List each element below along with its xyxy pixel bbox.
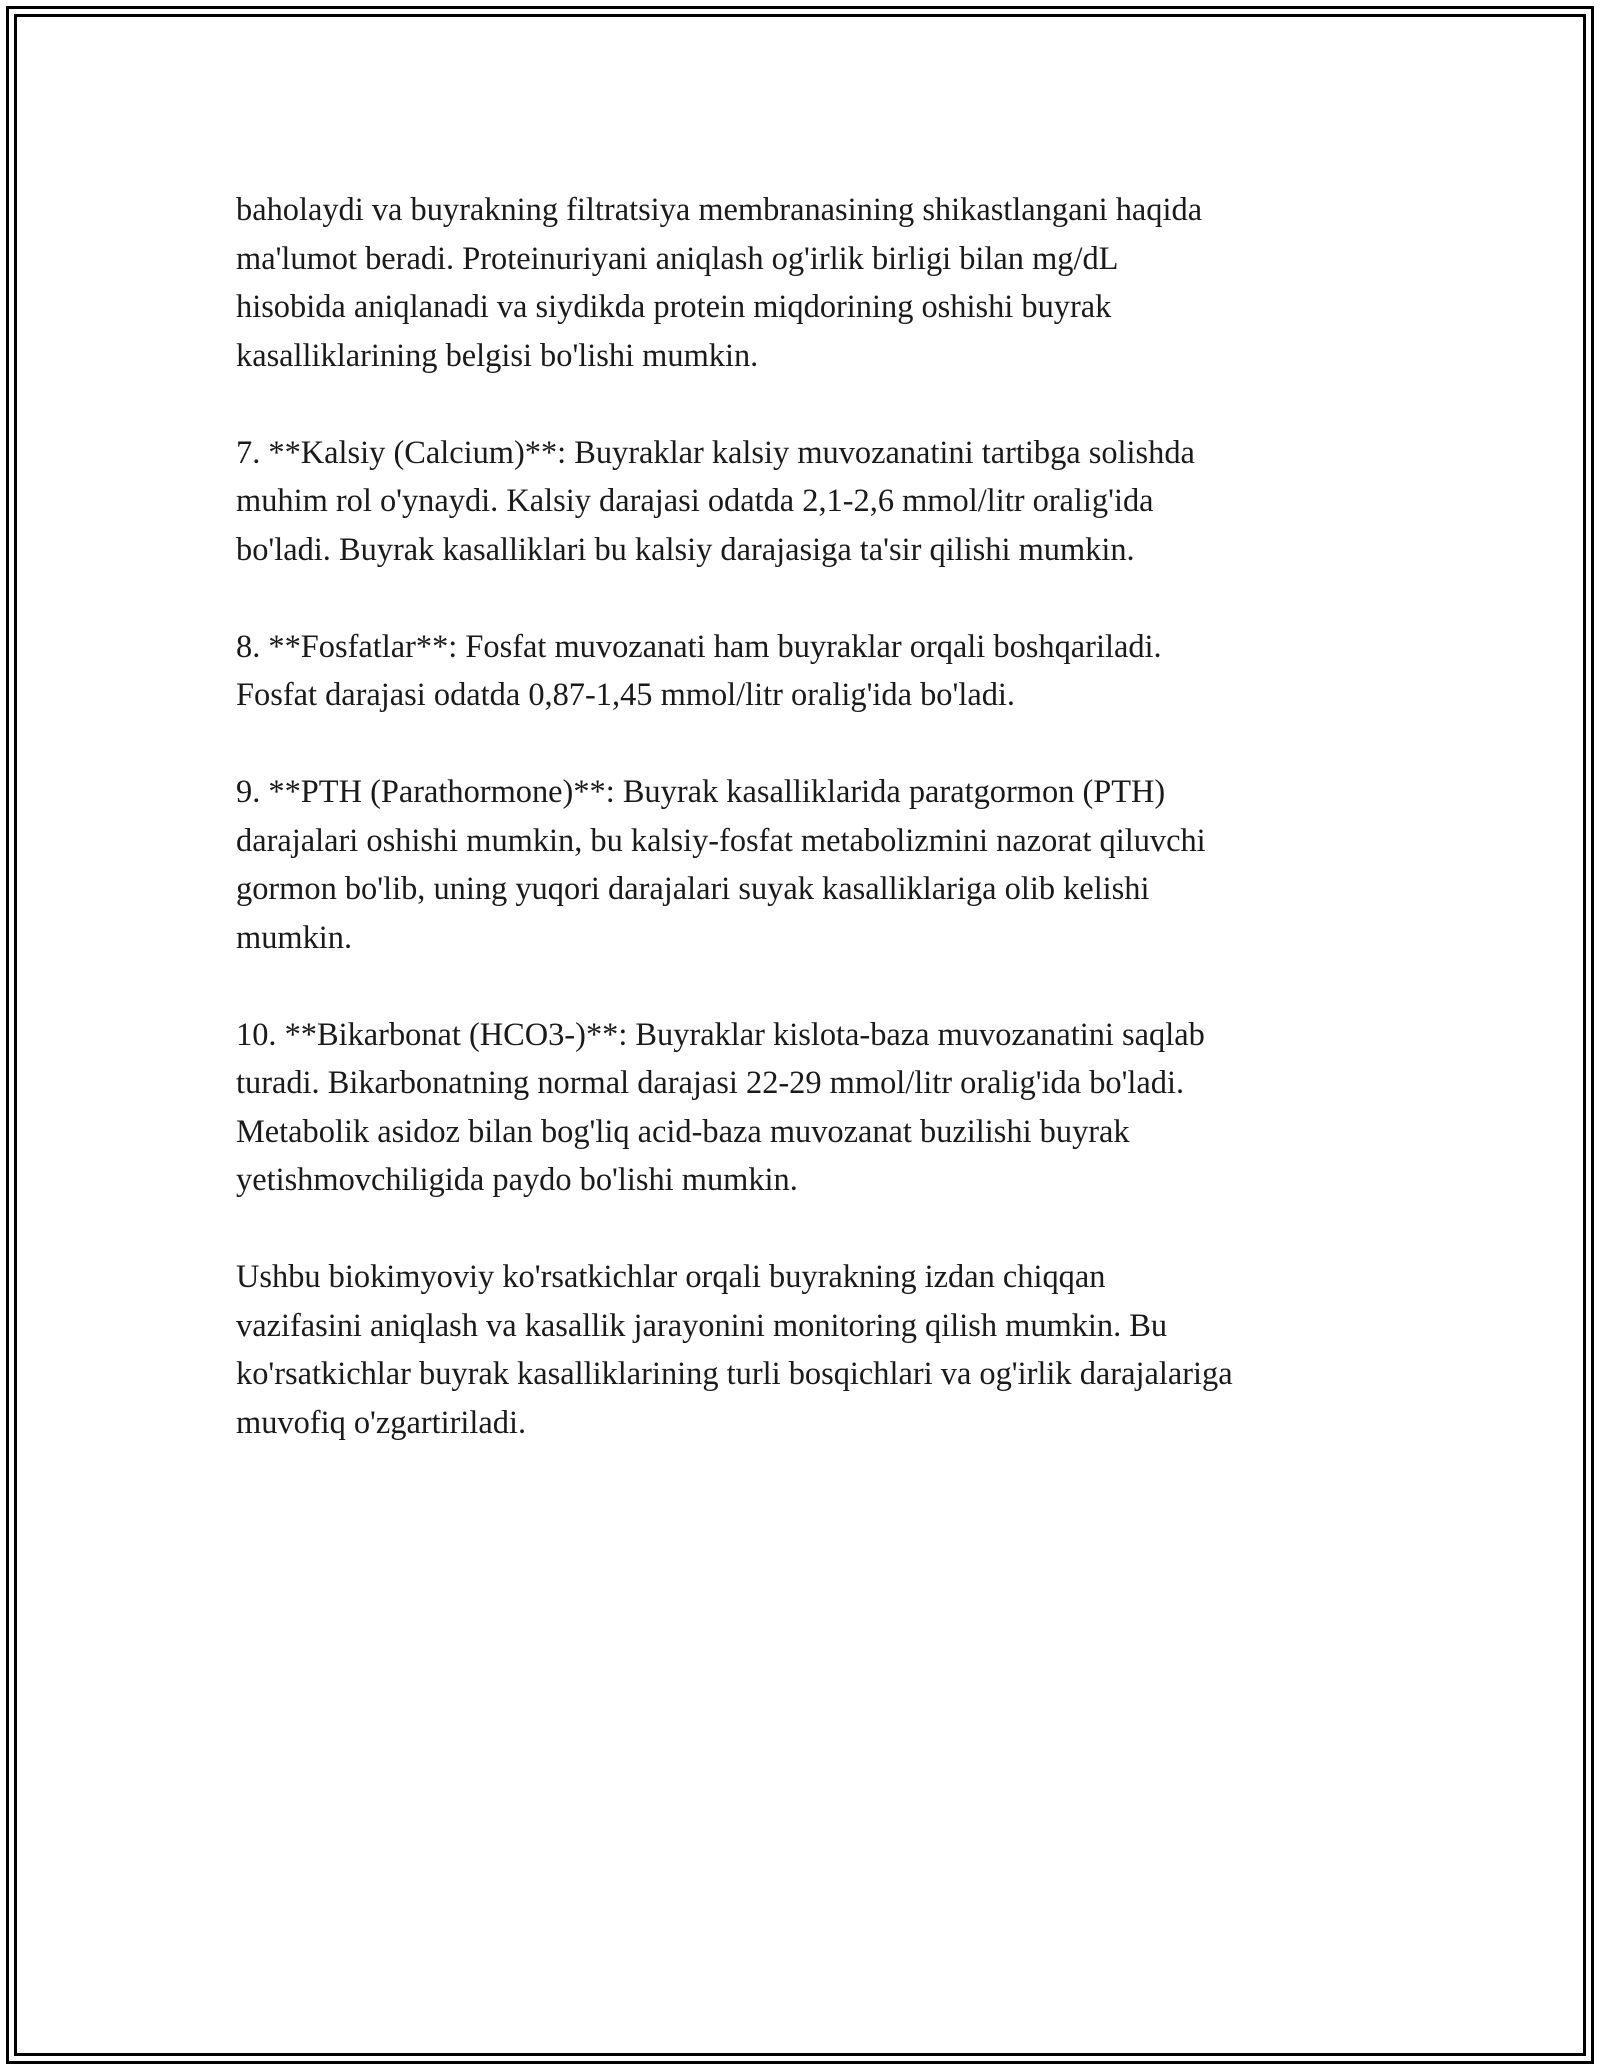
paragraph-pth: 9. **PTH (Parathormone)**: Buyrak kasalliklarida paratgormon (PTH) darajalari oshishi mumkin, bu kalsiy-fosfat metabolizmini nazorat qiluvchi gormon bo'lib, uning yuqori darajalari suyak kasalliklariga olib kelishi mumkin. [236,774,1206,956]
paragraph-conclusion: Ushbu biokimyoviy ko'rsatkichlar orqali buyrakning izdan chiqqan vazifasini aniqlash va kasallik jarayonini monitoring qilish mumkin. Bu ko'rsatkichlar buyrak kasalliklarining turli bosqichlari va og'irlik darajalariga muvofiq o'zgartiriladi. [236,1259,1233,1441]
paragraph-bicarbonate: 10. **Bikarbonat (HCO3-)**: Buyraklar kislota-baza muvozanatini saqlab turadi. Bikarbonatning normal darajasi 22-29 mmol/litr oralig'ida bo'ladi. Metabolik asidoz bilan bog'liq acid-baza muvozanat buzilishi buyrak yetishmovchiligida paydo bo'lishi mumkin. [236,1016,1205,1198]
paragraph-proteinuria-continuation: baholaydi va buyrakning filtratsiya membranasining shikastlangani haqida ma'lumot beradi. Proteinuriyani aniqlash og'irlik birligi bilan mg/dL hisobida aniqlanadi va siydikda protein miqdorining oshishi buyrak kasalliklarining belgisi bo'lishi mumkin. [236,192,1203,374]
document-body [236,186,1376,1496]
paragraph-phosphates: 8. **Fosfatlar**: Fosfat muvozanati ham buyraklar orqali boshqariladi. Fosfat darajasi odatda 0,87-1,45 mmol/litr oralig'ida bo'ladi. [236,628,1162,713]
paragraph-calcium: 7. **Kalsiy (Calcium)**: Buyraklar kalsiy muvozanatini tartibga solishda muhim rol o'ynaydi. Kalsiy darajasi odatda 2,1-2,6 mmol/litr oralig'ida bo'ladi. Buyrak kasalliklari bu kalsiy darajasiga ta'sir qilishi mumkin. [236,434,1195,568]
